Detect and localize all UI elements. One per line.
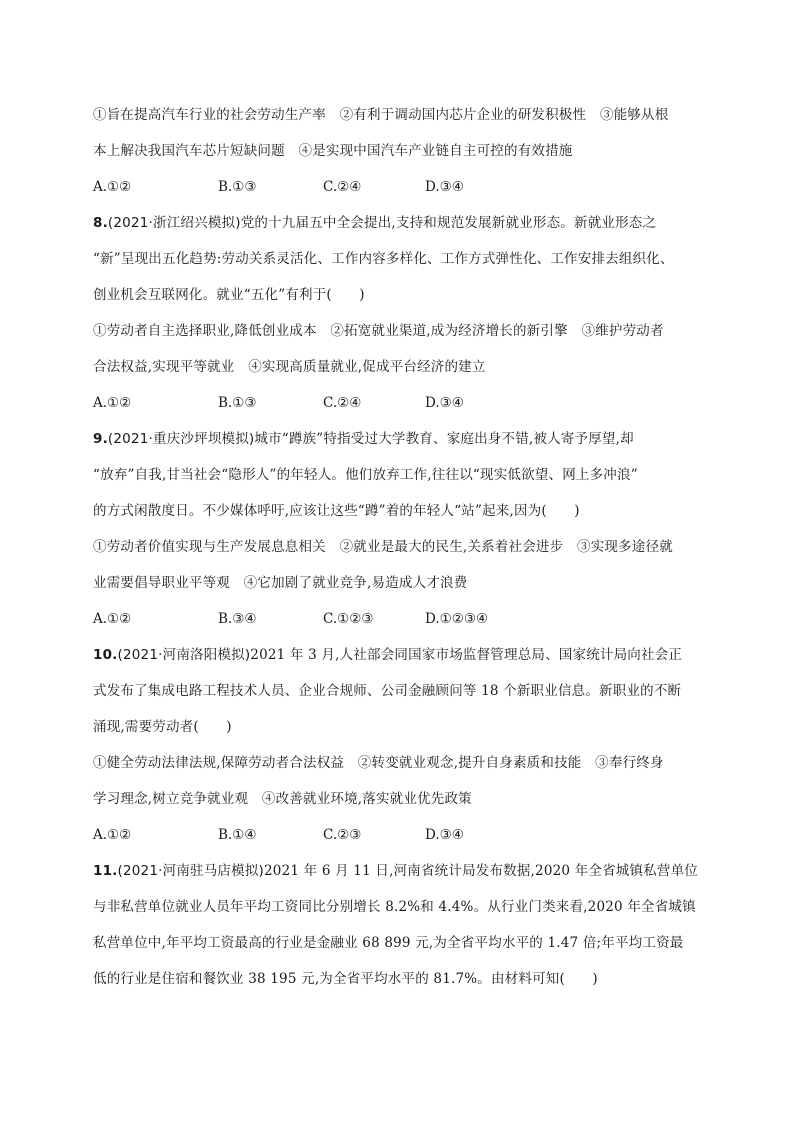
q11-stem-line-2: 与非私营单位就业人员年平均工资同比分别增长 8.2%和 4.4%。从行业门类来看,2020 年全省城镇: [93, 899, 696, 915]
q9-stem-line-2: “放弃”自我,甘当社会“隐形人”的年轻人。他们放弃工作,往往以“现实低欲望、网上多冲浪”: [93, 467, 638, 483]
q9-number: 9.: [93, 431, 108, 447]
q10-number: 10.: [93, 647, 118, 663]
q10-choice-line-1: ①健全劳动法律法规,保障劳动者合法权益 ②转变就业观念,提升自身素质和技能 ③奉行终身: [93, 755, 664, 771]
q8-option-b[interactable]: B.①③: [218, 395, 257, 411]
q7-options: [93, 172, 713, 208]
q11-stem-line-3: 私营单位中,年平均工资最高的行业是金融业 68 899 元,为全省平均水平的 1.47 倍;年平均工资最: [93, 935, 684, 951]
q9-option-a[interactable]: A.①②: [93, 611, 132, 627]
q10-option-a[interactable]: A.①②: [93, 827, 132, 843]
q7-option-c[interactable]: C.②④: [323, 179, 362, 195]
q9-stem-line-1: [93, 424, 713, 460]
q11-source: (2021·河南驻马店模拟): [117, 863, 264, 879]
q10-stem-line-3: 涌现,需要劳动者( ): [93, 719, 232, 735]
q9-choice-line-1: ①劳动者价值实现与生产发展息息相关 ②就业是最大的民生,关系着社会进步 ③实现多途径就: [93, 539, 673, 555]
q7-option-d[interactable]: D.③④: [425, 179, 464, 195]
q11-stem-text-1: 2021 年 6 月 11 日,河南省统计局发布数据,2020 年全省城镇私营单位: [264, 863, 699, 879]
q8-stem-text-1: 党的十九届五中全会提出,支持和规范发展新就业形态。新就业形态之: [240, 215, 657, 231]
q9-stem-text-1: 城市“蹲族”特指受过大学教育、家庭出身不错,被人寄予厚望,却: [254, 431, 634, 447]
q8-stem-line-1: [93, 208, 713, 244]
q8-option-a[interactable]: A.①②: [93, 395, 132, 411]
q10-options: [93, 820, 713, 856]
q8-option-d[interactable]: D.③④: [425, 395, 464, 411]
q10-option-d[interactable]: D.③④: [425, 827, 464, 843]
q9-option-d[interactable]: D.①②③④: [425, 611, 489, 627]
q10-choice-line-2: 学习理念,树立竞争就业观 ④改善就业环境,落实就业优先政策: [93, 791, 472, 807]
q7-choice-line-2: 本上解决我国汽车芯片短缺问题 ④是实现中国汽车产业链自主可控的有效措施: [93, 143, 573, 159]
q9-option-b[interactable]: B.③④: [218, 611, 257, 627]
q9-source: (2021·重庆沙坪坝模拟): [107, 431, 255, 447]
q10-stem-line-1: [93, 640, 713, 676]
q11-stem-line-1: [93, 856, 713, 892]
q7-option-a[interactable]: A.①②: [93, 179, 132, 195]
q8-stem-line-3: 创业机会互联网化。就业“五化”有利于( ): [93, 287, 365, 303]
q8-options: [93, 388, 713, 424]
q8-source: (2021·浙江绍兴模拟): [107, 215, 241, 231]
q8-choice-line-1: ①劳动者自主选择职业,降低创业成本 ②拓宽就业渠道,成为经济增长的新引擎 ③维护劳动者: [93, 323, 664, 339]
q10-option-b[interactable]: B.①④: [218, 827, 257, 843]
q7-choice-line-1: ①旨在提高汽车行业的社会劳动生产率 ②有利于调动国内芯片企业的研发积极性 ③能够从根: [93, 107, 669, 123]
q8-number: 8.: [93, 215, 108, 231]
q10-option-c[interactable]: C.②③: [323, 827, 362, 843]
q8-option-c[interactable]: C.②④: [323, 395, 362, 411]
q11-number: 11.: [93, 863, 118, 879]
q7-option-b[interactable]: B.①③: [218, 179, 257, 195]
q9-stem-line-3: 的方式闲散度日。不少媒体呼吁,应该让这些“蹲”着的年轻人“站”起来,因为( ): [93, 503, 580, 519]
q9-option-c[interactable]: C.①②③: [323, 611, 374, 627]
q10-stem-line-2: 式发布了集成电路工程技术人员、企业合规师、公司金融顾问等 18 个新职业信息。新职业的不断: [93, 683, 682, 699]
q9-choice-line-2: 业需要倡导职业平等观 ④它加剧了就业竞争,易造成人才浪费: [93, 575, 468, 591]
q10-stem-text-1: 2021 年 3 月,人社部会同国家市场监督管理总局、国家统计局向社会正: [250, 647, 683, 663]
q9-options: [93, 604, 713, 640]
q8-choice-line-2: 合法权益,实现平等就业 ④实现高质量就业,促成平台经济的建立: [93, 359, 486, 375]
q8-stem-line-2: “新”呈现出五化趋势:劳动关系灵活化、工作内容多样化、工作方式弹性化、工作安排去组织化、: [93, 251, 674, 267]
q10-source: (2021·河南洛阳模拟): [117, 647, 251, 663]
q11-stem-line-4: 低的行业是住宿和餐饮业 38 195 元,为全省平均水平的 81.7%。由材料可知( ): [93, 971, 598, 987]
document-page: [93, 100, 713, 1000]
